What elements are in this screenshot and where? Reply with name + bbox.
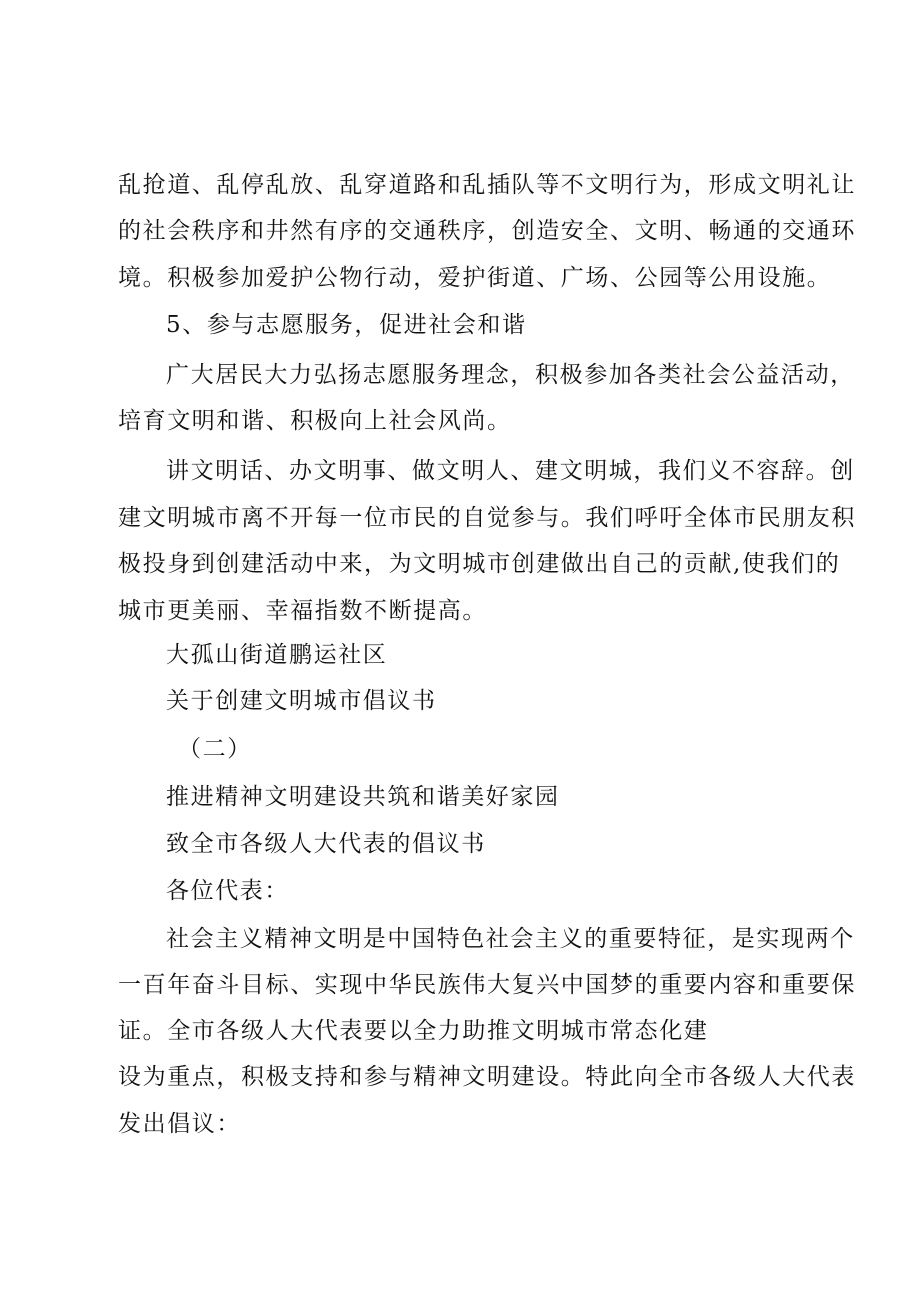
body-text-line: 广大居民大力弘扬志愿服务理念，积极参加各类社会公益活动，	[166, 362, 855, 388]
body-text-line: 讲文明话、办文明事、做文明人、建文明城，我们义不容辞。创	[166, 458, 855, 484]
body-text-line: 建文明城市离不开每一位市民的自觉参与。我们呼吁全体市民朋友积	[118, 505, 856, 531]
section-heading: 5、参与志愿服务，促进社会和谐	[166, 312, 527, 338]
body-text-line: 境。积极参加爱护公物行动，爱护街道、广场、公园等公用设施。	[118, 265, 832, 291]
body-text-line: 证。全市各级人大代表要以全力助推文明城市常态化建	[118, 1018, 709, 1044]
body-text-line: 的社会秩序和井然有序的交通秩序，创造安全、文明、畅通的交通环	[118, 218, 856, 244]
body-text-line: 培育文明和谐、积极向上社会风尚。	[118, 408, 512, 434]
body-text-line: 设为重点，积极支持和参与精神文明建设。特此向全市各级人大代表	[118, 1064, 856, 1090]
organization-name: 大孤山街道鹏运社区	[166, 642, 388, 668]
salutation: 各位代表：	[166, 878, 289, 904]
body-text-line: 乱抢道、乱停乱放、乱穿道路和乱插队等不文明行为，形成文明礼让	[118, 172, 856, 198]
body-text-line: 发出倡议：	[118, 1111, 241, 1137]
document-title: 推进精神文明建设共筑和谐美好家园	[166, 784, 560, 810]
body-text-line: 极投身到创建活动中来，为文明城市创建做出自己的贡献,使我们的	[118, 551, 841, 577]
document-subtitle: 致全市各级人大代表的倡议书	[166, 831, 486, 857]
body-text-line: 一百年奋斗目标、实现中华民族伟大复兴中国梦的重要内容和重要保	[118, 972, 856, 998]
section-number: （二）	[178, 736, 252, 762]
body-text-line: 社会主义精神文明是中国特色社会主义的重要特征，是实现两个	[166, 926, 855, 952]
body-text-line: 城市更美丽、幸福指数不断提高。	[118, 598, 487, 624]
document-title: 关于创建文明城市倡议书	[166, 688, 437, 714]
